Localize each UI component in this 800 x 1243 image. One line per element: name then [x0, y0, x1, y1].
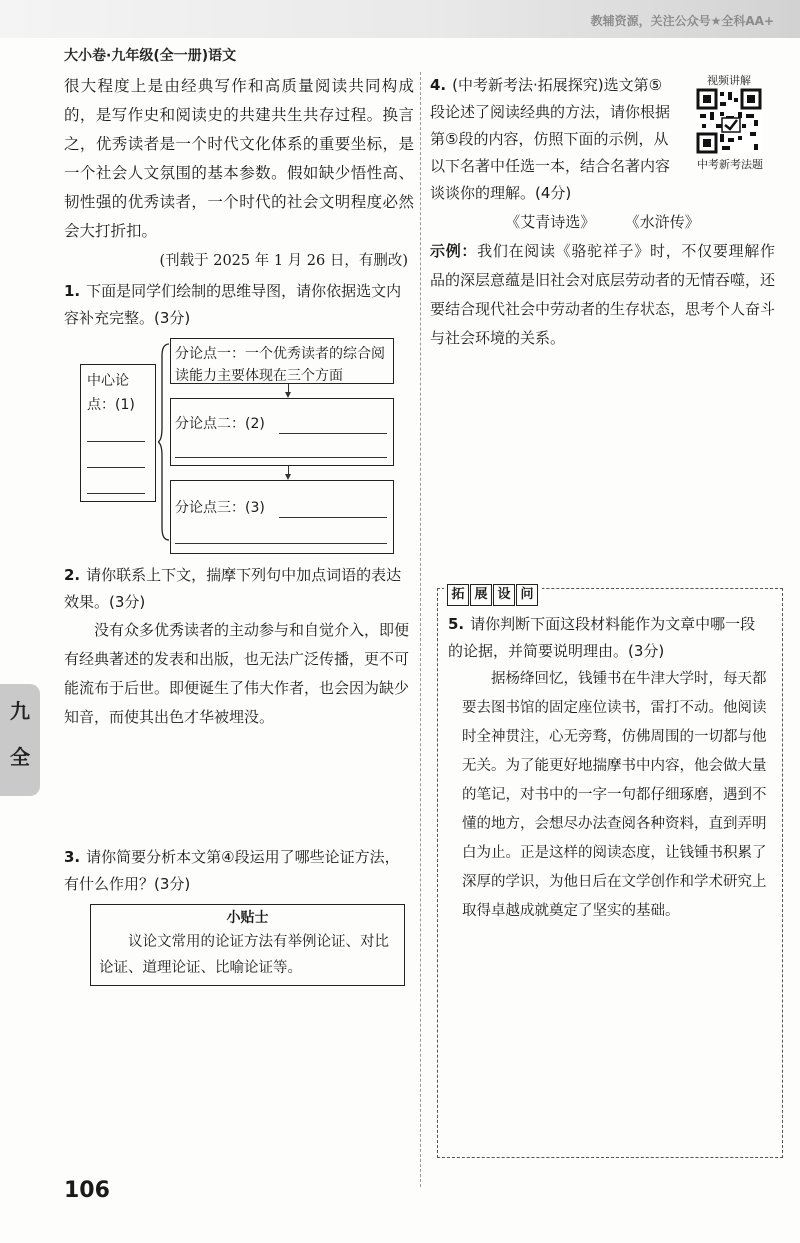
- question-3-number: 3.: [64, 848, 81, 866]
- passage-text: 很大程度上是由经典写作和高质量阅读共同构成的，是写作史和阅读史的共建共生共存过程。换言之，优秀读者是一个时代文化体系的重要坐标，是一个社会人文氛围的基本参数。假如缺少悟性高、韧性强的优秀读者，一个时代的社会文明程度必然会大打折扣。: [64, 77, 414, 240]
- passage-source: (刊载于 2025 年 1 月 26 日，有删改): [159, 253, 408, 269]
- arrow-down-icon: [288, 466, 289, 478]
- sub-point-3-text: 分论点三：(3): [175, 500, 265, 516]
- question-2-number: 2.: [64, 566, 81, 584]
- tip-box: [90, 904, 405, 986]
- side-tab: [0, 684, 40, 796]
- sub-point-3-box: [170, 480, 394, 554]
- question-5-text: 请你判断下面这段材料能作为文章中哪一段的论据，并简要说明理由。(3分): [448, 615, 756, 660]
- column-divider: [420, 72, 421, 1187]
- extension-title-char: 问: [516, 584, 538, 606]
- arrow-down-icon: [288, 384, 289, 396]
- mind-map: [64, 338, 414, 556]
- book-option-2: 《水浒传》: [624, 213, 700, 231]
- question-2-quote: 没有众多优秀读者的主动参与和自觉介入，即便有经典著述的发表和出版，也无法广泛传播，更不可能流布于后世。即便诞生了伟大作者，也会因为缺少知音，而使其出色才华被埋没。: [64, 621, 410, 726]
- example: [430, 237, 775, 353]
- book-title: 大小卷·九年级(全一册)语文: [64, 48, 237, 64]
- answer-line[interactable]: [279, 517, 387, 518]
- question-4-number: 4.: [430, 76, 447, 94]
- sub-point-1-text: 分论点一：一个优秀读者的综合阅读能力主要体现在三个方面: [175, 346, 385, 384]
- extension-content: [448, 611, 770, 926]
- center-thesis-label: 中心论点：(1): [87, 373, 135, 413]
- answer-line[interactable]: [175, 543, 387, 544]
- side-tab-char: 全: [10, 745, 30, 769]
- extension-title: [444, 584, 542, 606]
- question-1-number: 1.: [64, 282, 81, 300]
- page-number: 106: [64, 1178, 110, 1203]
- answer-line[interactable]: [87, 493, 145, 494]
- question-3: [64, 844, 414, 898]
- question-3-text: 请你简要分析本文第④段运用了哪些论证方法，有什么作用？(3分): [64, 848, 400, 893]
- answer-line[interactable]: [175, 457, 387, 458]
- mind-map-center: [80, 364, 156, 502]
- tip-body: 议论文常用的论证方法有举例论证、对比论证、道理论证、比喻论证等。: [99, 934, 389, 976]
- qr-caption-bottom: 中考新考法题: [697, 158, 763, 171]
- right-column: [430, 72, 775, 353]
- example-label: 示例：: [430, 242, 478, 260]
- question-4-text: (中考新考法·拓展探究)选文第⑤段论述了阅读经典的方法，请你根据第⑤段的内容，仿照下面的示例，从以下名著中任选一本，结合名著内容谈谈你的理解。(4分): [430, 76, 671, 202]
- side-tab-char: 九: [10, 699, 30, 723]
- brace-icon: [158, 342, 170, 542]
- question-5-number: 5.: [448, 615, 465, 633]
- extension-box: [437, 588, 783, 1158]
- question-2: [64, 562, 414, 616]
- extension-title-char: 拓: [447, 584, 469, 606]
- extension-title-char: 设: [493, 584, 515, 606]
- question-1: [64, 278, 414, 332]
- promo-text: 教辅资源，关注公众号★全科AA+: [590, 14, 774, 28]
- question-5-material: 据杨绛回忆，钱锺书在牛津大学时，每天都要去图书馆的固定座位读书，雷打不动。他阅读时全神贯注，心无旁骛，仿佛周围的一切都与他无关。为了能更好地揣摩书中内容，他会做大量的笔记，对书中的一字一句都仔细琢磨，遇到不懂的地方，会想尽办法查阅各种资料，直到弄明白为止。正是这样的阅读态度，让钱锺书积累了深厚的学识，为他日后在文学创作和学术研究上取得卓越成就奠定了坚实的基础。: [462, 671, 767, 919]
- question-1-text: 下面是同学们绘制的思维导图，请你依据选文内容补充完整。(3分): [64, 282, 402, 327]
- tip-title: 小贴士: [226, 910, 269, 926]
- book-options: [430, 207, 775, 237]
- question-2-text: 请你联系上下文，揣摩下列句中加点词语的表达效果。(3分): [64, 566, 402, 611]
- extension-title-char: 展: [470, 584, 492, 606]
- question-5: [448, 611, 770, 665]
- sub-point-2-text: 分论点二：(2): [175, 416, 265, 432]
- answer-space[interactable]: [64, 732, 414, 844]
- answer-line[interactable]: [87, 467, 145, 468]
- question-4: [430, 72, 674, 207]
- sub-point-2-box: [170, 398, 394, 466]
- sub-point-1-box: [170, 338, 394, 384]
- qr-caption-top: 视频讲解: [707, 74, 751, 87]
- answer-line[interactable]: [87, 441, 145, 442]
- book-option-1: 《艾青诗选》: [505, 213, 596, 231]
- top-banner: [0, 0, 800, 38]
- left-column: [64, 72, 414, 986]
- example-text: 我们在阅读《骆驼祥子》时，不仅要理解作品的深层意蕴是旧社会对底层劳动者的无情吞噬，还要结合现代社会中劳动者的生存状态，思考个人奋斗与社会环境的关系。: [430, 242, 776, 347]
- answer-line[interactable]: [279, 433, 387, 434]
